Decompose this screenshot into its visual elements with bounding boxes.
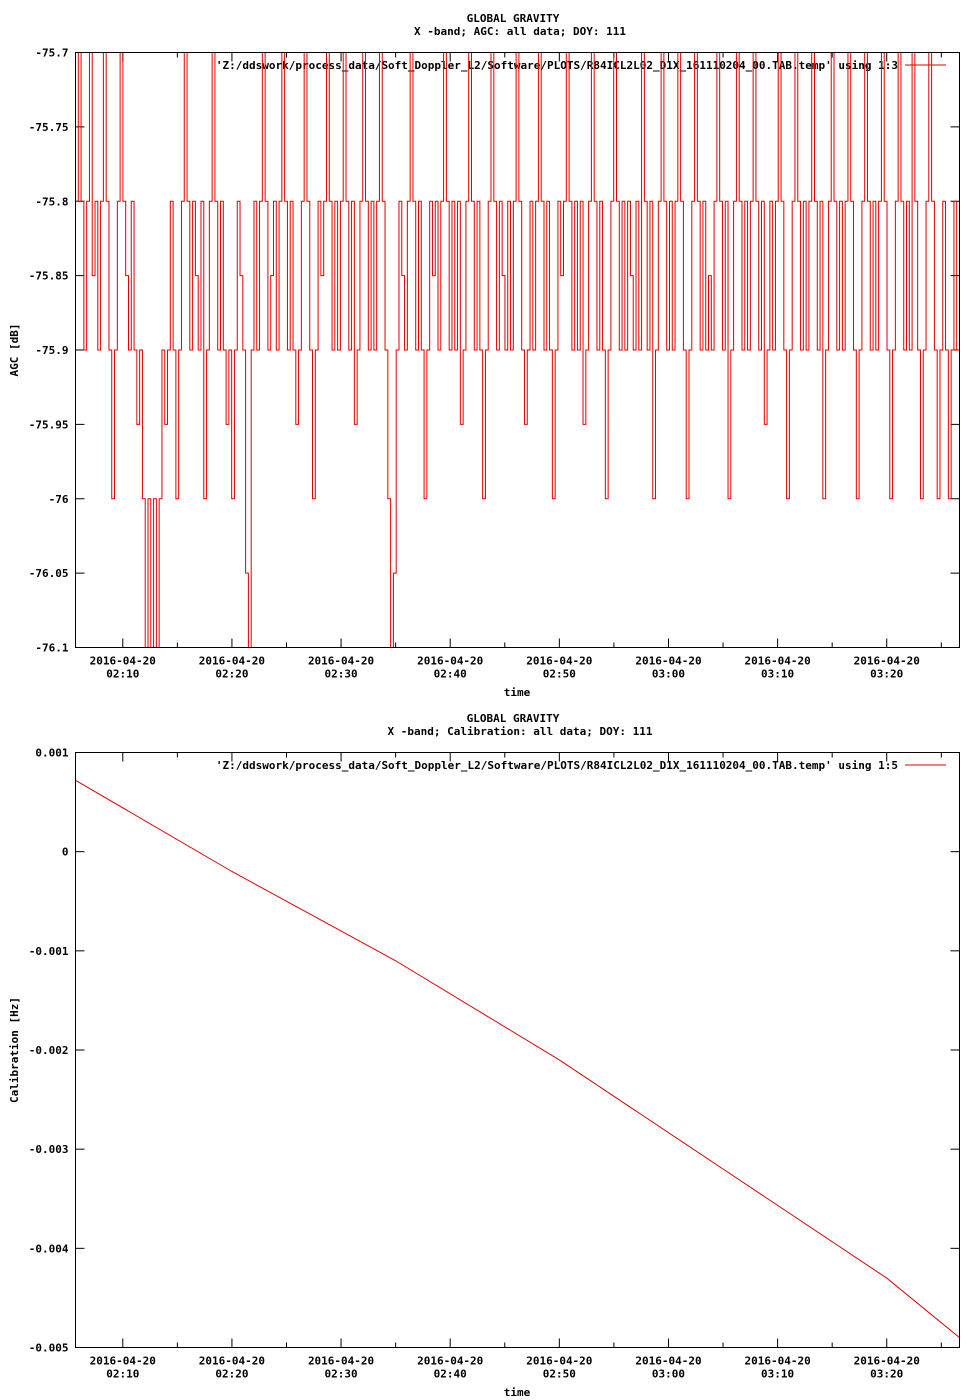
calibration-xtick-label-time: 02:40 xyxy=(433,1367,467,1381)
agc-ytick-label: -75.75 xyxy=(28,120,69,134)
calibration-xtick-label-date: 2016-04-20 xyxy=(307,1354,375,1368)
calibration-xtick-label-time: 03:10 xyxy=(761,1367,795,1381)
agc-xtick-label-time: 02:50 xyxy=(542,667,576,681)
agc-chart-ylabel: AGC [dB] xyxy=(8,323,21,377)
calibration-xtick-label-time: 03:00 xyxy=(651,1367,686,1381)
calibration-legend-label: 'Z:/ddswork/process_data/Soft_Doppler_L2/Software/PLOTS/R84ICL2L02_D1X_161110204_00.TAB.temp' using 1:5 xyxy=(215,759,898,772)
agc-ytick-label: -76.05 xyxy=(28,567,69,581)
calibration-xtick-label-date: 2016-04-20 xyxy=(744,1354,811,1368)
calibration-ytick-label: -0.001 xyxy=(28,944,69,958)
agc-legend-label: 'Z:/ddswork/process_data/Soft_Doppler_L2/Software/PLOTS/R84ICL2L02_D1X_161110204_00.TAB.temp' using 1:3 xyxy=(215,59,898,72)
agc-xtick-label-date: 2016-04-20 xyxy=(635,654,702,668)
agc-xtick-label-time: 02:20 xyxy=(215,667,249,681)
agc-ytick-label: -76.1 xyxy=(35,641,69,655)
calibration-xtick-label-time: 02:30 xyxy=(324,1367,358,1381)
calibration-chart-xlabel: time xyxy=(503,1386,531,1399)
calibration-ytick-label: -0.005 xyxy=(28,1341,69,1355)
calibration-xtick-label-date: 2016-04-20 xyxy=(417,1354,484,1368)
agc-chart xyxy=(8,12,960,699)
calibration-chart-subtitle: X -band; Calibration: all data; DOY: 111 xyxy=(387,725,653,738)
calibration-xtick-label-date: 2016-04-20 xyxy=(635,1354,702,1368)
agc-xtick-label-date: 2016-04-20 xyxy=(526,654,593,668)
agc-ytick-label: -75.9 xyxy=(35,344,69,357)
agc-xtick-label-date: 2016-04-20 xyxy=(89,654,156,668)
calibration-xtick-label-date: 2016-04-20 xyxy=(89,1354,156,1368)
agc-ytick-label: -76 xyxy=(48,492,69,506)
agc-xtick-label-time: 02:40 xyxy=(433,667,467,681)
agc-xtick-label-date: 2016-04-20 xyxy=(417,654,484,668)
calibration-xtick-label-time: 02:10 xyxy=(106,1367,140,1381)
calibration-ytick-label: -0.003 xyxy=(28,1143,69,1157)
calibration-series-line xyxy=(76,780,960,1337)
agc-xtick-label-time: 03:10 xyxy=(761,667,795,681)
agc-xtick-label-date: 2016-04-20 xyxy=(744,654,811,668)
calibration-xtick-label-time: 02:20 xyxy=(215,1367,249,1381)
calibration-chart xyxy=(8,712,960,1399)
agc-xtick-label-time: 03:20 xyxy=(870,667,904,681)
agc-xtick-label-date: 2016-04-20 xyxy=(853,654,920,668)
agc-xtick-label-date: 2016-04-20 xyxy=(307,654,375,668)
calibration-xtick-label-date: 2016-04-20 xyxy=(526,1354,593,1368)
agc-chart-title: GLOBAL GRAVITY xyxy=(466,12,560,25)
calibration-ytick-label: -0.002 xyxy=(28,1044,69,1057)
agc-xtick-label-time: 02:10 xyxy=(106,667,140,681)
agc-chart-subtitle: X -band; AGC: all data; DOY: 111 xyxy=(414,25,626,38)
calibration-ytick-label: 0.001 xyxy=(35,746,69,760)
agc-xtick-label-time: 03:00 xyxy=(651,667,686,681)
calibration-plot-frame xyxy=(76,753,960,1348)
agc-xtick-label-date: 2016-04-20 xyxy=(198,654,266,668)
agc-xtick-label-time: 02:30 xyxy=(324,667,358,681)
agc-series-line xyxy=(76,53,960,648)
calibration-chart-ylabel: Calibration [Hz] xyxy=(8,997,21,1103)
agc-ytick-label: -75.95 xyxy=(28,418,69,432)
calibration-ytick-label: 0 xyxy=(61,845,69,859)
calibration-xtick-label-time: 02:50 xyxy=(542,1367,576,1381)
calibration-xtick-label-time: 03:20 xyxy=(870,1367,904,1381)
calibration-ytick-label: -0.004 xyxy=(28,1242,69,1256)
agc-ytick-label: -75.85 xyxy=(28,269,69,283)
calibration-xtick-label-date: 2016-04-20 xyxy=(853,1354,920,1368)
calibration-chart-title: GLOBAL GRAVITY xyxy=(466,712,560,725)
agc-ytick-label: -75.8 xyxy=(35,195,69,209)
calibration-xtick-label-date: 2016-04-20 xyxy=(198,1354,266,1368)
agc-ytick-label: -75.7 xyxy=(35,46,69,60)
agc-chart-xlabel: time xyxy=(503,686,531,699)
